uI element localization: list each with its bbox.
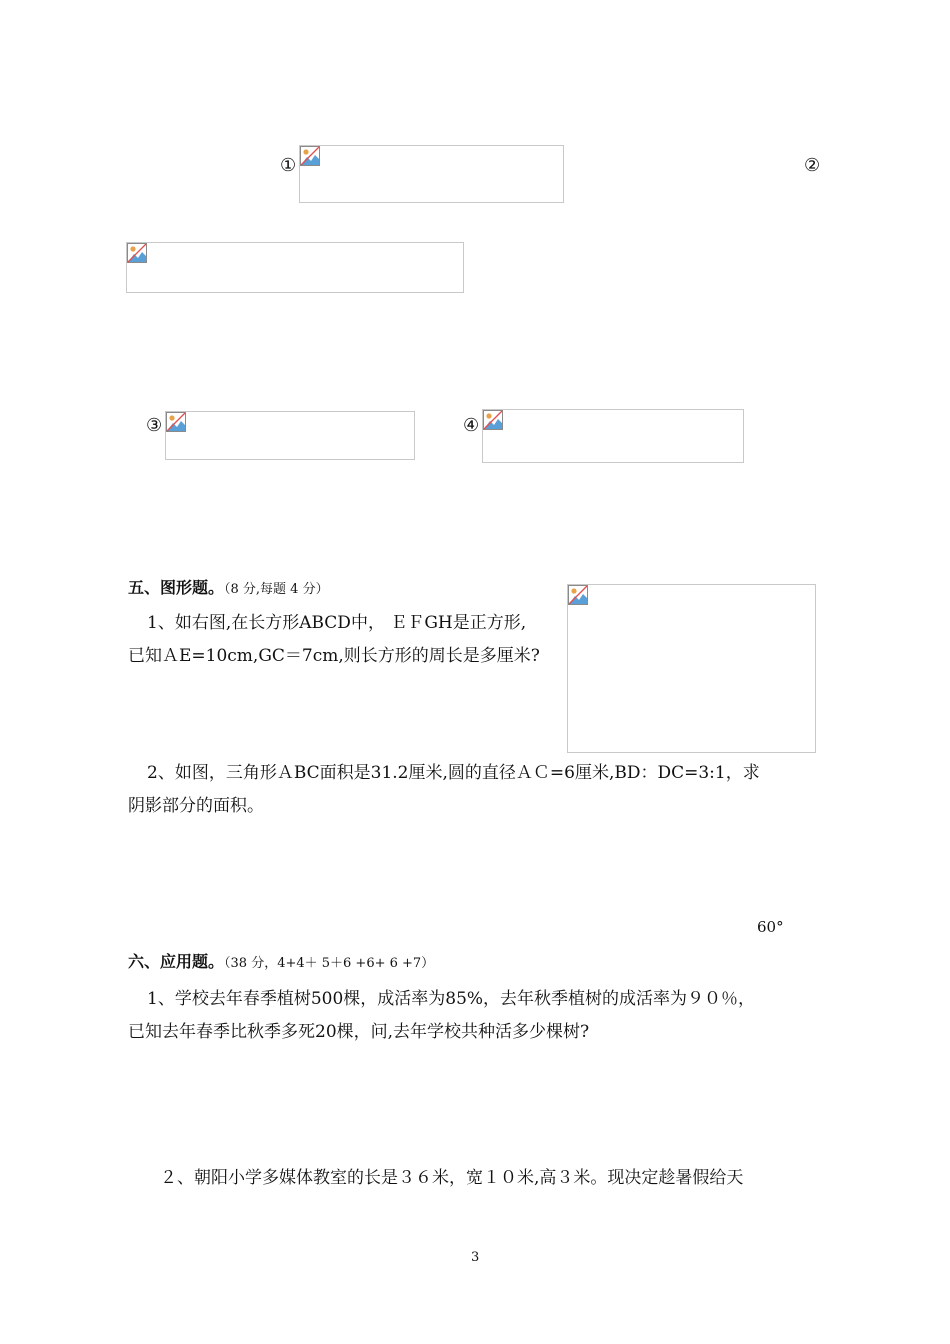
figure-2-image [126,242,464,293]
section-5-title: 五、图形题。 [128,578,225,597]
s5-q2-line1: 2、如图，三角形ＡBC面积是31.2厘米,圆的直径ＡＣ=6厘米,BD：DC=3:1，求 [147,763,760,783]
broken-image-icon [568,585,588,605]
broken-image-icon [127,243,147,263]
s5-q1-line1: 1、如右图,在长方形ABCD中， ＥＦGH是正方形, [147,613,527,633]
s6-q1-line1: 1、学校去年春季植树500棵，成活率为85%，去年秋季植树的成活率为９０％， [147,989,756,1009]
s5-q1-line2: 已知ＡE=10cm,GC＝7cm,则长方形的周长是多厘米? [128,646,540,666]
section-5-note: （8 分,每题 4 分） [224,582,329,597]
page-number: 3 [471,1250,480,1265]
figure-1-image [299,145,564,203]
section-6-title: 六、应用题。 [128,952,225,971]
s6-q2-line1: ２、朝阳小学多媒体教室的长是３６米，宽１０米,高３米。现决定趁暑假给天 [160,1168,744,1188]
figure-3-image [165,411,415,460]
rectangle-figure-image [567,584,816,753]
figure-4-image [482,409,744,463]
broken-image-icon [166,412,186,432]
figure-label-1: ① [280,155,297,176]
section-6-heading [128,952,434,974]
broken-image-icon [483,410,503,430]
s6-q1-line2: 已知去年春季比秋季多死20棵，问,去年学校共种活多少棵树? [128,1022,590,1042]
figure-label-3: ③ [146,415,163,436]
angle-label: 60° [757,918,784,936]
section-6-note: （38 分，4+4＋ 5＋6 +6+ 6 +7） [224,956,435,971]
figure-label-4: ④ [463,415,480,436]
figure-label-2: ② [804,155,821,176]
s5-q2-line2: 阴影部分的面积。 [128,796,264,816]
section-5-heading [128,578,329,600]
broken-image-icon [300,146,320,166]
